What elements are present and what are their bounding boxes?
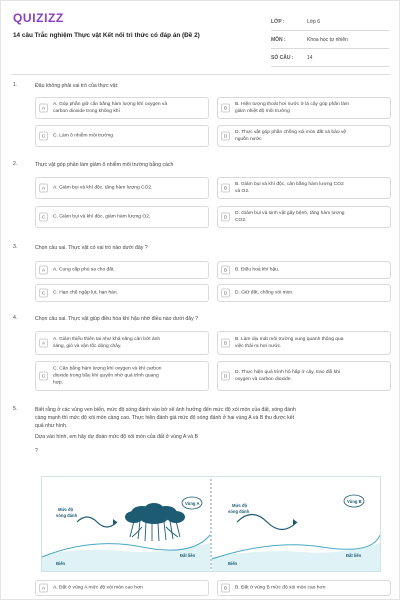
- question-number: 5.: [13, 406, 18, 412]
- coastal-wave-illustration: [42, 477, 380, 571]
- option-letter: B: [221, 104, 230, 113]
- meta-value: Lớp 6: [307, 18, 321, 25]
- question-text: Đâu không phải vai trò của thực vật:: [35, 83, 119, 89]
- mangrove-roots-icon: [130, 521, 180, 541]
- option-letter: B: [221, 184, 230, 193]
- answer-option[interactable]: [35, 580, 209, 596]
- option-text: A. Giảm bụi và khí độc, tăng hàm lượng CO2.: [53, 185, 153, 191]
- header-divider: [11, 74, 391, 75]
- option-letter: B: [221, 339, 230, 348]
- answer-option[interactable]: [35, 361, 209, 391]
- question-number: 4.: [13, 315, 18, 321]
- wave-label-left-2: sóng đánh: [56, 513, 78, 518]
- answer-option[interactable]: [217, 177, 391, 199]
- option-letter: B: [221, 266, 230, 275]
- option-text: A. Cung cấp phù sa cho đất.: [53, 267, 115, 273]
- answer-option[interactable]: [217, 331, 391, 355]
- option-letter: D: [221, 132, 230, 141]
- option-text: C. Làm ô nhiễm môi trường: [53, 133, 114, 139]
- answer-option[interactable]: [35, 97, 209, 119]
- erosion-figure: [41, 476, 381, 572]
- meta-row-question-count: [271, 49, 389, 67]
- option-text: C. Hạn chế ngập lụt, hạn hán.: [53, 290, 118, 296]
- option-text: B. Hiện tượng thoát hơi nước ở lá cây góp phần làm giảm nhiệt độ môi trường: [235, 102, 349, 114]
- answer-option[interactable]: [35, 284, 209, 302]
- question-text: Chọn câu sai. Thực vật giúp điều hòa khí hậu nhờ điều nào dưới đây ?: [35, 316, 199, 322]
- option-text: C. Cân bằng hàm lượng khí oxygen và khí carbon dioxide trong bầu khí quyển nhờ quá trình quang hợp.: [53, 366, 162, 386]
- answer-option[interactable]: [217, 125, 391, 147]
- option-letter: A: [39, 184, 48, 193]
- region-a-label: Vùng A: [185, 501, 200, 506]
- land-label-right: Đất liền: [346, 553, 362, 558]
- option-text: D. Giữ đất, chống xói mòn.: [235, 290, 294, 296]
- answer-option[interactable]: [35, 177, 209, 199]
- sea-label-left: Biển: [56, 561, 66, 566]
- option-letter: A: [39, 266, 48, 275]
- answer-option[interactable]: [35, 331, 209, 355]
- answer-option[interactable]: [217, 361, 391, 391]
- wave-label-right-2: sóng đánh: [228, 509, 250, 514]
- meta-value: Khoa học tự nhiên: [307, 36, 348, 43]
- question-text: Chọn câu sai. Thực vật có vai trò nào dưới đây ?: [35, 245, 148, 251]
- question-number: 2.: [13, 161, 18, 167]
- wave-arrow-right: [237, 515, 297, 530]
- wave-label-right-1: Mức độ: [232, 503, 248, 508]
- wave-label-left-1: Mức độ: [58, 507, 74, 512]
- option-text: C. Giảm bụi và khí độc, giảm hàm lượng O2.: [53, 214, 151, 220]
- worksheet-meta: [271, 13, 389, 67]
- wave-arrow-left: [77, 517, 117, 527]
- option-letter: C: [39, 372, 48, 381]
- option-text: A. Góp phần giữ cân bằng hàm lượng khí oxygen và carbon dioxide trong không khí: [53, 102, 168, 114]
- option-letter: D: [221, 289, 230, 298]
- region-b-label: Vùng B: [347, 499, 362, 504]
- option-letter: A: [39, 339, 48, 348]
- meta-row-grade: [271, 13, 389, 31]
- option-text: A. Giảm thiểu thiên tai như khả năng cản bớt ánh sáng, gió và vận tốc dòng chảy.: [53, 337, 161, 349]
- meta-label: MÔN :: [271, 36, 286, 43]
- option-letter: C: [39, 289, 48, 298]
- answer-option[interactable]: [217, 284, 391, 302]
- option-text: B. Đất ở vùng B mức độ xói mòn cao hơn: [235, 585, 326, 591]
- meta-label: SỐ CÂU :: [271, 54, 294, 61]
- option-text: D. Giảm bụi và sinh vật gây bệnh, tăng hàm lượng CO2.: [235, 211, 345, 223]
- meta-row-subject: [271, 31, 389, 49]
- meta-label: LỚP :: [271, 18, 285, 25]
- sea-label-right: Biển: [228, 561, 238, 566]
- option-letter: A: [39, 104, 48, 113]
- option-letter: C: [39, 213, 48, 222]
- answer-option[interactable]: [35, 125, 209, 147]
- option-letter: C: [39, 132, 48, 141]
- mangrove-forest-icon: [125, 503, 185, 524]
- option-text: B. Điều hoà khí hậu.: [235, 267, 280, 273]
- land-label-left: Đất liền: [180, 553, 196, 558]
- meta-value: 14: [307, 54, 313, 61]
- option-letter: B: [221, 584, 230, 593]
- answer-option[interactable]: [35, 261, 209, 279]
- question-number: 1.: [13, 82, 18, 88]
- option-text: D. Thực vật góp phần chống xói mòn đất và bảo vệ nguồn nước: [235, 130, 347, 142]
- question-number: 3.: [13, 244, 18, 250]
- question-text: Biết rằng ở các vùng ven biển, mức độ sóng đánh vào bờ sẽ ảnh hưởng đến mức độ xói mòn của đất, sóng đánh càng mạnh thì mức độ xói mòn càng cao. Thực hiện đánh giá mức độ sóng đánh ở hai vùng A và B thu được kết quả như hình. Dựa vào hình, em hãy dự đoán mức độ xói mòn của đất ở vùng A và B ?: [35, 407, 296, 454]
- answer-option[interactable]: [217, 97, 391, 119]
- option-letter: D: [221, 213, 230, 222]
- option-letter: A: [39, 584, 48, 593]
- option-text: B. Giảm bụi và khí độc, cân bằng hàm lượng CO2 và O2.: [235, 182, 344, 194]
- answer-option[interactable]: [35, 206, 209, 228]
- answer-option[interactable]: [217, 206, 391, 228]
- option-text: D. Thực hiện quá trình hô hấp ở cây, trao đổi khí oxygen và carbon dioxide.: [235, 370, 341, 382]
- option-text: A. Đất ở vùng A mức độ xói mòn cao hơn: [53, 585, 143, 591]
- answer-option[interactable]: [217, 261, 391, 279]
- answer-option[interactable]: [217, 580, 391, 596]
- quizizz-logo: QUIZIZZ: [13, 11, 64, 25]
- option-text: B. Làm dịu mát môi trường xung quanh thông qua việc thải ra hơi nước.: [235, 337, 344, 349]
- option-letter: D: [221, 372, 230, 381]
- worksheet-title: 14 câu Trắc nghiệm Thực vật Kết nối tri thức có đáp án (Đề 2): [13, 32, 200, 39]
- question-text: Thực vật góp phần làm giảm ô nhiễm môi trường bằng cách: [35, 162, 174, 168]
